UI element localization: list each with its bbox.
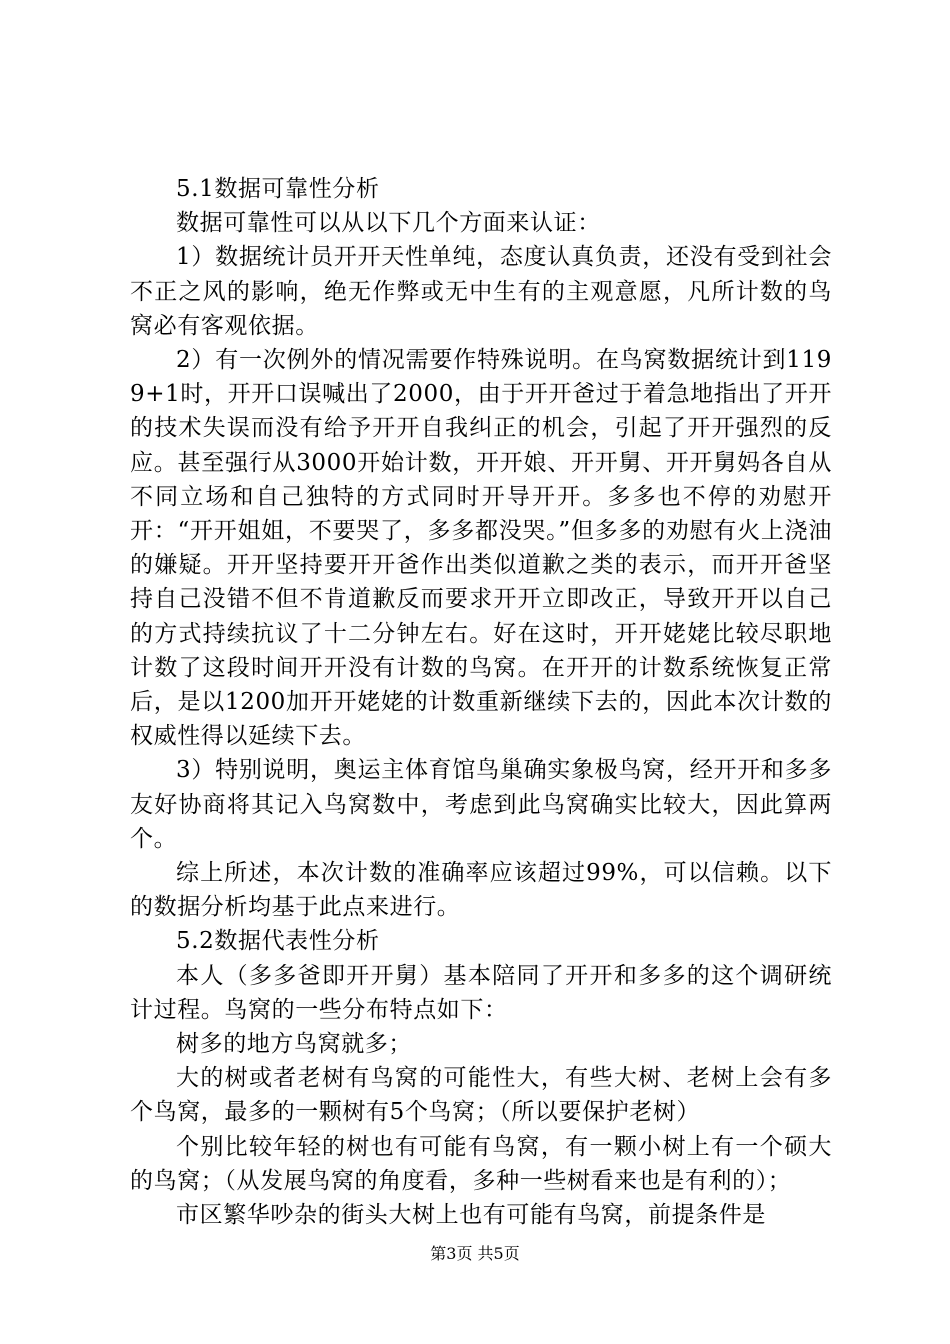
paragraph-young-trees: 个别比较年轻的树也有可能有鸟窝，有一颗小树上有一个硕大的鸟窝；（从发展鸟窝的角度看，多种一些树看来也是有利的）；: [130, 1133, 832, 1194]
paragraph-point-2: 2）有一次例外的情况需要作特殊说明。在鸟窝数据统计到1199+1时，开开口误喊出了2000，由于开开爸过于着急地指出了开开的技术失误而没有给予开开自我纠正的机会，引起了开开强烈的反应。甚至强行从3000开始计数，开开娘、开开舅、开开舅妈各自从不同立场和自己独特的方式同时开导开开。多多也不停的劝慰开开：“开开姐姐，不要哭了，多多都没哭。”但多多的劝慰有火上浇油的嫌疑。开开坚持要开开爸作出类似道歉之类的表示，而开开爸坚持自己没错不但不肯道歉反而要求开开立即改正，导致开开以自己的方式持续抗议了十二分钟左右。好在这时，开开姥姥比较尽职地计数了这段时间开开没有计数的鸟窝。在开开的计数系统恢复正常后，是以1200加开开姥姥的计数重新继续下去的，因此本次计数的权威性得以延续下去。: [130, 347, 832, 750]
paragraph-city-trees: 市区繁华吵杂的街头大树上也有可能有鸟窝，前提条件是: [176, 1202, 766, 1229]
paragraph-point-3: 3）特别说明，奥运主体育馆鸟巢确实象极鸟窝，经开开和多多友好协商将其记入鸟窝数中，考虑到此鸟窝确实比较大，因此算两个。: [130, 757, 832, 852]
paragraph-trees-many: 树多的地方鸟窝就多；: [176, 1031, 412, 1058]
section-heading-5-2: 5.2数据代表性分析: [176, 928, 380, 955]
document-body: [130, 172, 832, 1232]
section-heading-5-1: 5.1数据可靠性分析: [176, 176, 380, 202]
paragraph-observation-intro: 本人（多多爸即开开舅）基本陪同了开开和多多的这个调研统计过程。鸟窝的一些分布特点如下：: [130, 962, 832, 1023]
paragraph-intro: 数据可靠性可以从以下几个方面来认证：: [176, 210, 601, 237]
paragraph-point-1: 1）数据统计员开开天性单纯，态度认真负责，还没有受到社会不正之风的影响，绝无作弊或无中生有的主观意愿，凡所计数的鸟窝必有客观依据。: [130, 244, 832, 339]
page-footer: 第3页 共5页: [430, 1244, 520, 1263]
paragraph-old-trees: 大的树或者老树有鸟窝的可能性大，有些大树、老树上会有多个鸟窝，最多的一颗树有5个鸟窝；（所以要保护老树）: [130, 1065, 832, 1126]
paragraph-summary: 综上所述，本次计数的准确率应该超过99%，可以信赖。以下的数据分析均基于此点来进行。: [130, 860, 832, 921]
